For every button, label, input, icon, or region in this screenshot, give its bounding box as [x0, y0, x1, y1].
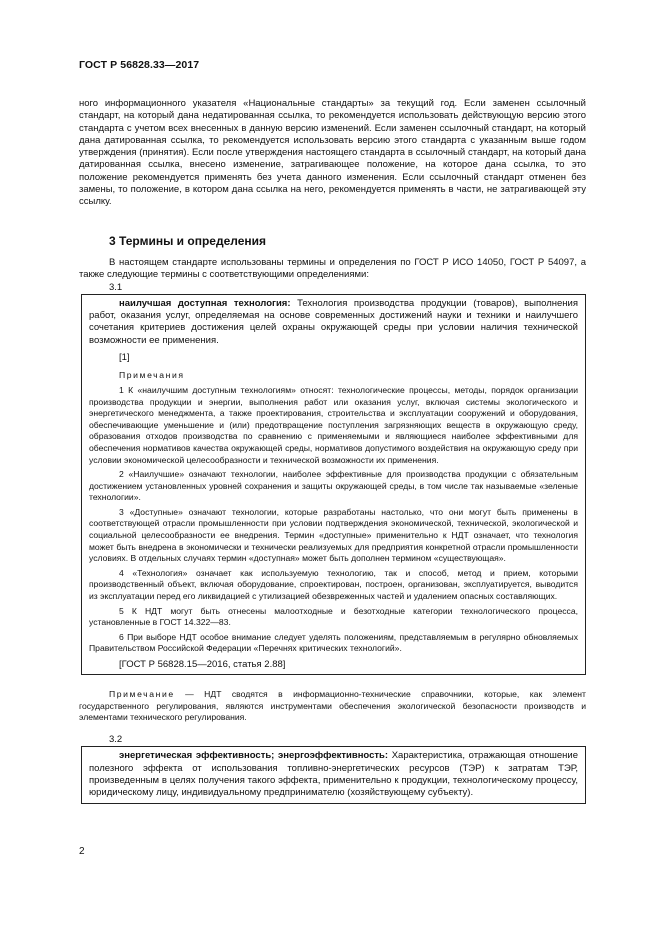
term-number: 3.2 [109, 734, 123, 746]
term-number: 3.1 [109, 281, 123, 293]
note-item: 4 «Технология» означает как используемую технологию, так и способ, метод и прием, которыми производственный объект, включая оборудование, спроектирован, построен, организован, эксплуатируется, выводится из эксплуатации перед его ликвидацией с утилизацией обезвреженных частей и удалением опасных составляющих. [89, 567, 578, 602]
note-item: 5 К НДТ могут быть отнесены малоотходные и безотходные категории технологического процесса, установленные в ГОСТ 14.322—83. [89, 605, 578, 628]
page-content [79, 98, 586, 804]
term-definition [89, 298, 578, 347]
section-title: 3 Термины и определения [109, 233, 267, 248]
term-definition-text: Технология производства продукции (товаров), выполнения работ, оказания услуг, определяемая на основе современных достижений науки и техники и наилучшего сочетания критериев достижения целей охраны окружающей среды при условии наличия технической возможности ее применения. [89, 297, 579, 346]
term-definition-text: Характеристика, отражающая отношение полезного эффекта от использования топливно-энергетических ресурсов (ТЭР) к затратам ТЭР, произведенным в целях получения такого эффекта, применительно к продукции, технологическому процессу, юридическому лицу, индивидуальному предпринимателю (хозяйствующему субъекту). [89, 750, 578, 799]
term-definition [89, 750, 578, 799]
term-source: [ГОСТ Р 56828.15—2016, статья 2.88] [119, 659, 286, 670]
intro-paragraph: ного информационного указателя «Национальные стандарты» за текущий год. Если заменен ссылочный стандарт, на который дана недатированная ссылка, то рекомендуется использовать действующую версию этого стандарта с учетом всех внесенных в данную версию изменений. Если заменен ссылочный стандарт, на который дана датированная ссылка, то рекомендуется использовать версию этого стандарта с указанным выше годом утверждения (принятия). Если после утверждения настоящего стандарта в ссылочный стандарт, на который дана датированная ссылка, внесено изменение, затрагивающее положение, на которое дана ссылка, то это положение рекомендуется применять без учета данного изменения. Если ссылочный стандарт отменен без замены, то положение, в котором дана ссылка на него, рекомендуется применять в части, не затрагивающей эту ссылку. [79, 98, 586, 208]
term-reference: [1] [119, 352, 130, 364]
section-intro: В настоящем стандарте использованы термины и определения по ГОСТ Р ИСО 14050, ГОСТ Р 54097, а также следующие термины с соответствующими определениями: [79, 256, 586, 281]
note-text: — НДТ сводятся в информационно-технические справочники, которые, как элемент государственного регулирования, являются инструментами обеспечения экологической безопасности производств и элементами технического регулирования. [79, 689, 586, 723]
note-label: Примечание [109, 689, 175, 700]
term-name: наилучшая доступная технология: [119, 297, 291, 309]
note-item: 3 «Доступные» означают технологии, которые разработаны настолько, что они могут быть применены в соответствующей отрасли промышленности при условии подтверждения экономической, технической, экологической и социальной целесообразности ее внедрения. Термин «доступные» применительно к НДТ означает, что технология может быть внедрена в экономически и технически реализуемых для предприятия конкретной отрасли промышленности условиях. В отдельных случаях термин «доступная» может быть дополнен термином «существующая». [89, 506, 578, 564]
page-header: ГОСТ Р 56828.33—2017 [79, 59, 200, 71]
term-box [81, 294, 586, 675]
note-item: 6 При выборе НДТ особое внимание следует уделять положениям, представляемым в регулярно обновляемых Правительством Российской Федерации «Перечнях критических технологий». [89, 631, 578, 654]
note-after [79, 689, 586, 724]
page-number: 2 [79, 846, 85, 857]
note-item: 2 «Наилучшие» означают технологии, наиболее эффективные для производства продукции с обязательным достижением установленных уровней сохранения и защиты окружающей среды, в том числе так называемые «зеленые технологии». [89, 469, 578, 503]
notes-title: Примечания [119, 370, 185, 381]
term-box [81, 746, 586, 803]
term-name: энергетическая эффективность; энергоэффективность: [119, 750, 389, 762]
note-item: 1 К «наилучшим доступным технологиям» относят: технологические процессы, методы, порядок организации производства продукции и энергии, выполнения работ или оказания услуг, включая системы экологического и энергетического менеджмента, а также проектирования, строительства и эксплуатации сооружений и оборудования, обеспечивающие уменьшение и (или) предотвращение поступления загрязняющих веществ в окружающую среду, образования отходов производства по сравнению с применяемыми и являющиеся наиболее эффективными для обеспечения нормативов качества окружающей среды, нормативов допустимого воздействия на окружающую среду при условии экономической целесообразности и технической возможности их применения. [89, 384, 578, 465]
